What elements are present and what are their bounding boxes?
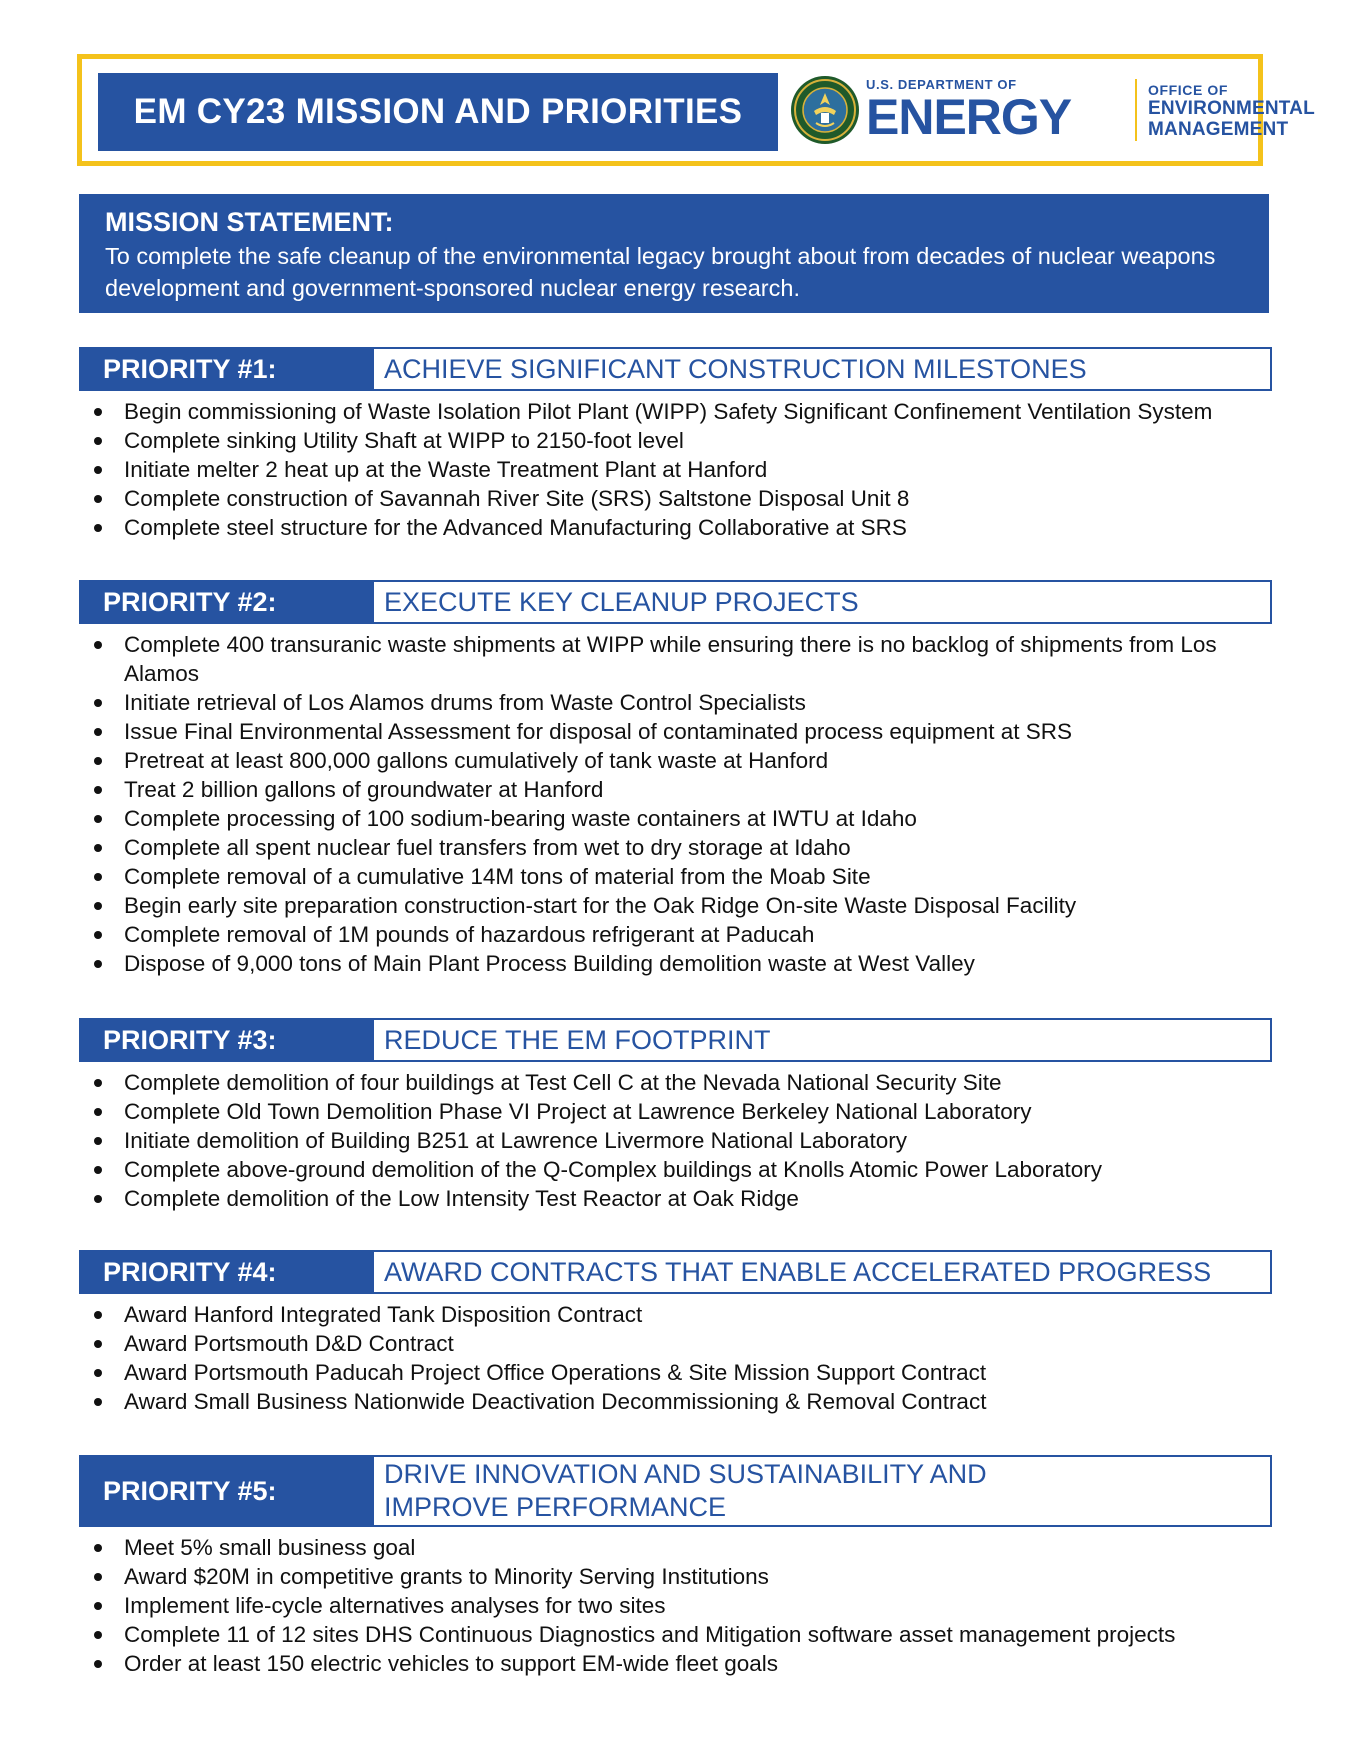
priority-items xyxy=(79,1533,1272,1678)
list-item: Begin early site preparation construction-start for the Oak Ridge On-site Waste Disposal Facility xyxy=(79,891,1272,920)
office-line-1: OFFICE OF xyxy=(1148,82,1229,98)
list-item: Pretreat at least 800,000 gallons cumulatively of tank waste at Hanford xyxy=(79,746,1272,775)
list-item: Treat 2 billion gallons of groundwater at Hanford xyxy=(79,775,1272,804)
list-item: Award Portsmouth Paducah Project Office Operations & Site Mission Support Contract xyxy=(79,1358,1272,1387)
doe-seal-icon xyxy=(790,75,860,145)
list-item: Dispose of 9,000 tons of Main Plant Process Building demolition waste at West Valley xyxy=(79,949,1272,978)
title-banner xyxy=(98,73,778,151)
mission-label: MISSION STATEMENT: xyxy=(105,207,394,237)
office-line-3: MANAGEMENT xyxy=(1148,119,1289,140)
priority-title: REDUCE THE EM FOOTPRINT xyxy=(372,1018,1272,1062)
list-item: Initiate demolition of Building B251 at Lawrence Livermore National Laboratory xyxy=(79,1126,1272,1155)
mission-statement xyxy=(79,194,1269,313)
priority-header xyxy=(79,1250,1272,1294)
priority-section-2 xyxy=(79,580,1272,978)
priority-items xyxy=(79,1068,1272,1213)
priority-section-5 xyxy=(79,1455,1272,1678)
list-item: Implement life-cycle alternatives analyses for two sites xyxy=(79,1591,1272,1620)
page-title: EM CY23 MISSION AND PRIORITIES xyxy=(133,92,743,131)
list-item: Award $20M in competitive grants to Minority Serving Institutions xyxy=(79,1562,1272,1591)
priority-label: PRIORITY #5: xyxy=(79,1455,372,1527)
list-item: Complete removal of a cumulative 14M tons of material from the Moab Site xyxy=(79,862,1272,891)
priority-items xyxy=(79,1300,1272,1416)
priority-section-3 xyxy=(79,1018,1272,1213)
list-item: Issue Final Environmental Assessment for disposal of contaminated process equipment at SRS xyxy=(79,717,1272,746)
list-item: Complete Old Town Demolition Phase VI Project at Lawrence Berkeley National Laboratory xyxy=(79,1097,1272,1126)
list-item: Award Portsmouth D&D Contract xyxy=(79,1329,1272,1358)
list-item: Complete steel structure for the Advanced Manufacturing Collaborative at SRS xyxy=(79,513,1272,542)
priority-header xyxy=(79,1455,1272,1527)
priority-title: ACHIEVE SIGNIFICANT CONSTRUCTION MILESTONES xyxy=(372,347,1272,391)
list-item: Initiate melter 2 heat up at the Waste Treatment Plant at Hanford xyxy=(79,455,1272,484)
doe-energy-text: ENERGY xyxy=(866,89,1072,145)
list-item: Award Hanford Integrated Tank Disposition Contract xyxy=(79,1300,1272,1329)
priority-header xyxy=(79,347,1272,391)
office-line-2: ENVIRONMENTAL xyxy=(1148,98,1315,119)
list-item: Complete all spent nuclear fuel transfers from wet to dry storage at Idaho xyxy=(79,833,1272,862)
doe-small-text: U.S. DEPARTMENT OF xyxy=(866,77,1017,92)
list-item: Complete construction of Savannah River Site (SRS) Saltstone Disposal Unit 8 xyxy=(79,484,1272,513)
priority-title: EXECUTE KEY CLEANUP PROJECTS xyxy=(372,580,1272,624)
list-item: Initiate retrieval of Los Alamos drums from Waste Control Specialists xyxy=(79,688,1272,717)
priority-label: PRIORITY #1: xyxy=(79,347,372,391)
priority-header xyxy=(79,580,1272,624)
doe-wordmark xyxy=(866,77,1072,145)
priority-title: DRIVE INNOVATION AND SUSTAINABILITY AND IMPROVE PERFORMANCE xyxy=(372,1455,1272,1527)
priority-section-1 xyxy=(79,347,1272,542)
list-item: Meet 5% small business goal xyxy=(79,1533,1272,1562)
priority-section-4 xyxy=(79,1250,1272,1416)
priority-header xyxy=(79,1018,1272,1062)
office-wordmark xyxy=(1148,82,1315,140)
list-item: Begin commissioning of Waste Isolation Pilot Plant (WIPP) Safety Significant Confinement Ventilation System xyxy=(79,397,1272,426)
priority-items xyxy=(79,397,1272,542)
list-item: Complete demolition of the Low Intensity Test Reactor at Oak Ridge xyxy=(79,1184,1272,1213)
list-item: Complete sinking Utility Shaft at WIPP to 2150-foot level xyxy=(79,426,1272,455)
list-item: Complete 400 transuranic waste shipments at WIPP while ensuring there is no backlog of shipments from Los Alamos xyxy=(79,630,1272,688)
priority-title: AWARD CONTRACTS THAT ENABLE ACCELERATED PROGRESS xyxy=(372,1250,1272,1294)
list-item: Complete removal of 1M pounds of hazardous refrigerant at Paducah xyxy=(79,920,1272,949)
priority-label: PRIORITY #4: xyxy=(79,1250,372,1294)
mission-text: To complete the safe cleanup of the environmental legacy brought about from decades of nuclear weapons development and government-sponsored nuclear energy research. xyxy=(105,243,1216,301)
list-item: Award Small Business Nationwide Deactivation Decommissioning & Removal Contract xyxy=(79,1387,1272,1416)
priority-label: PRIORITY #2: xyxy=(79,580,372,624)
list-item: Complete 11 of 12 sites DHS Continuous Diagnostics and Mitigation software asset management projects xyxy=(79,1620,1272,1649)
logo-divider xyxy=(1135,79,1137,141)
list-item: Complete processing of 100 sodium-bearing waste containers at IWTU at Idaho xyxy=(79,804,1272,833)
list-item: Complete above-ground demolition of the Q-Complex buildings at Knolls Atomic Power Laboratory xyxy=(79,1155,1272,1184)
header-frame xyxy=(77,54,1315,166)
priority-label: PRIORITY #3: xyxy=(79,1018,372,1062)
list-item: Complete demolition of four buildings at Test Cell C at the Nevada National Security Site xyxy=(79,1068,1272,1097)
list-item: Order at least 150 electric vehicles to support EM-wide fleet goals xyxy=(79,1649,1272,1678)
priority-items xyxy=(79,630,1272,978)
